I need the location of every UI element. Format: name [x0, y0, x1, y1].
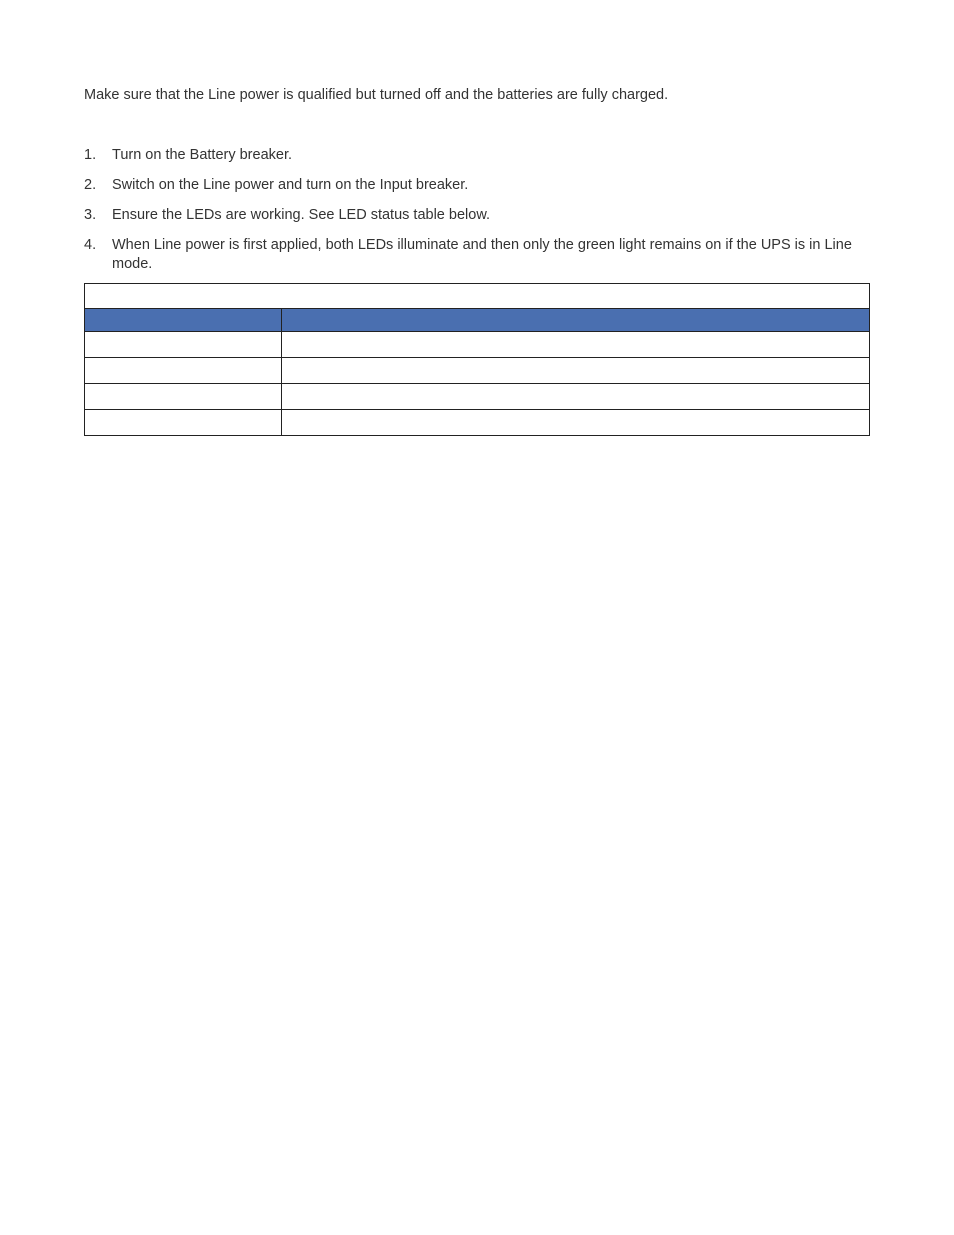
table-caption-row: [85, 284, 870, 309]
step-text: Switch on the Line power and turn on the Input breaker.: [112, 177, 469, 193]
table-header-row: [85, 309, 870, 332]
list-item: [84, 146, 870, 165]
steps-list: [84, 146, 870, 285]
table-header-cell: [282, 309, 870, 332]
table-cell: [85, 384, 282, 410]
table-caption: [85, 284, 870, 309]
step-number: 2.: [84, 177, 97, 193]
table-row: [85, 384, 870, 410]
step-number: 4.: [84, 237, 97, 253]
table-cell: [282, 384, 870, 410]
table-cell: [282, 410, 870, 436]
list-item: [84, 206, 870, 225]
step-number: 3.: [84, 207, 97, 223]
step-text: Ensure the LEDs are working. See LED status table below.: [112, 207, 491, 223]
list-item: [84, 236, 870, 274]
step-number: 1.: [84, 147, 97, 163]
table-header-cell: [85, 309, 282, 332]
intro-paragraph: Make sure that the Line power is qualified but turned off and the batteries are fully charged.: [84, 87, 669, 103]
step-text: When Line power is first applied, both LEDs illuminate and then only the green light remains on if the UPS is in Line mode.: [112, 237, 852, 272]
table-cell: [85, 410, 282, 436]
led-status-table: [84, 283, 870, 436]
list-item: [84, 176, 870, 195]
table-row: [85, 332, 870, 358]
table-cell: [282, 358, 870, 384]
table-cell: [85, 358, 282, 384]
table-row: [85, 358, 870, 384]
table-cell: [282, 332, 870, 358]
table-cell: [85, 332, 282, 358]
step-text: Turn on the Battery breaker.: [112, 147, 293, 163]
table-row: [85, 410, 870, 436]
